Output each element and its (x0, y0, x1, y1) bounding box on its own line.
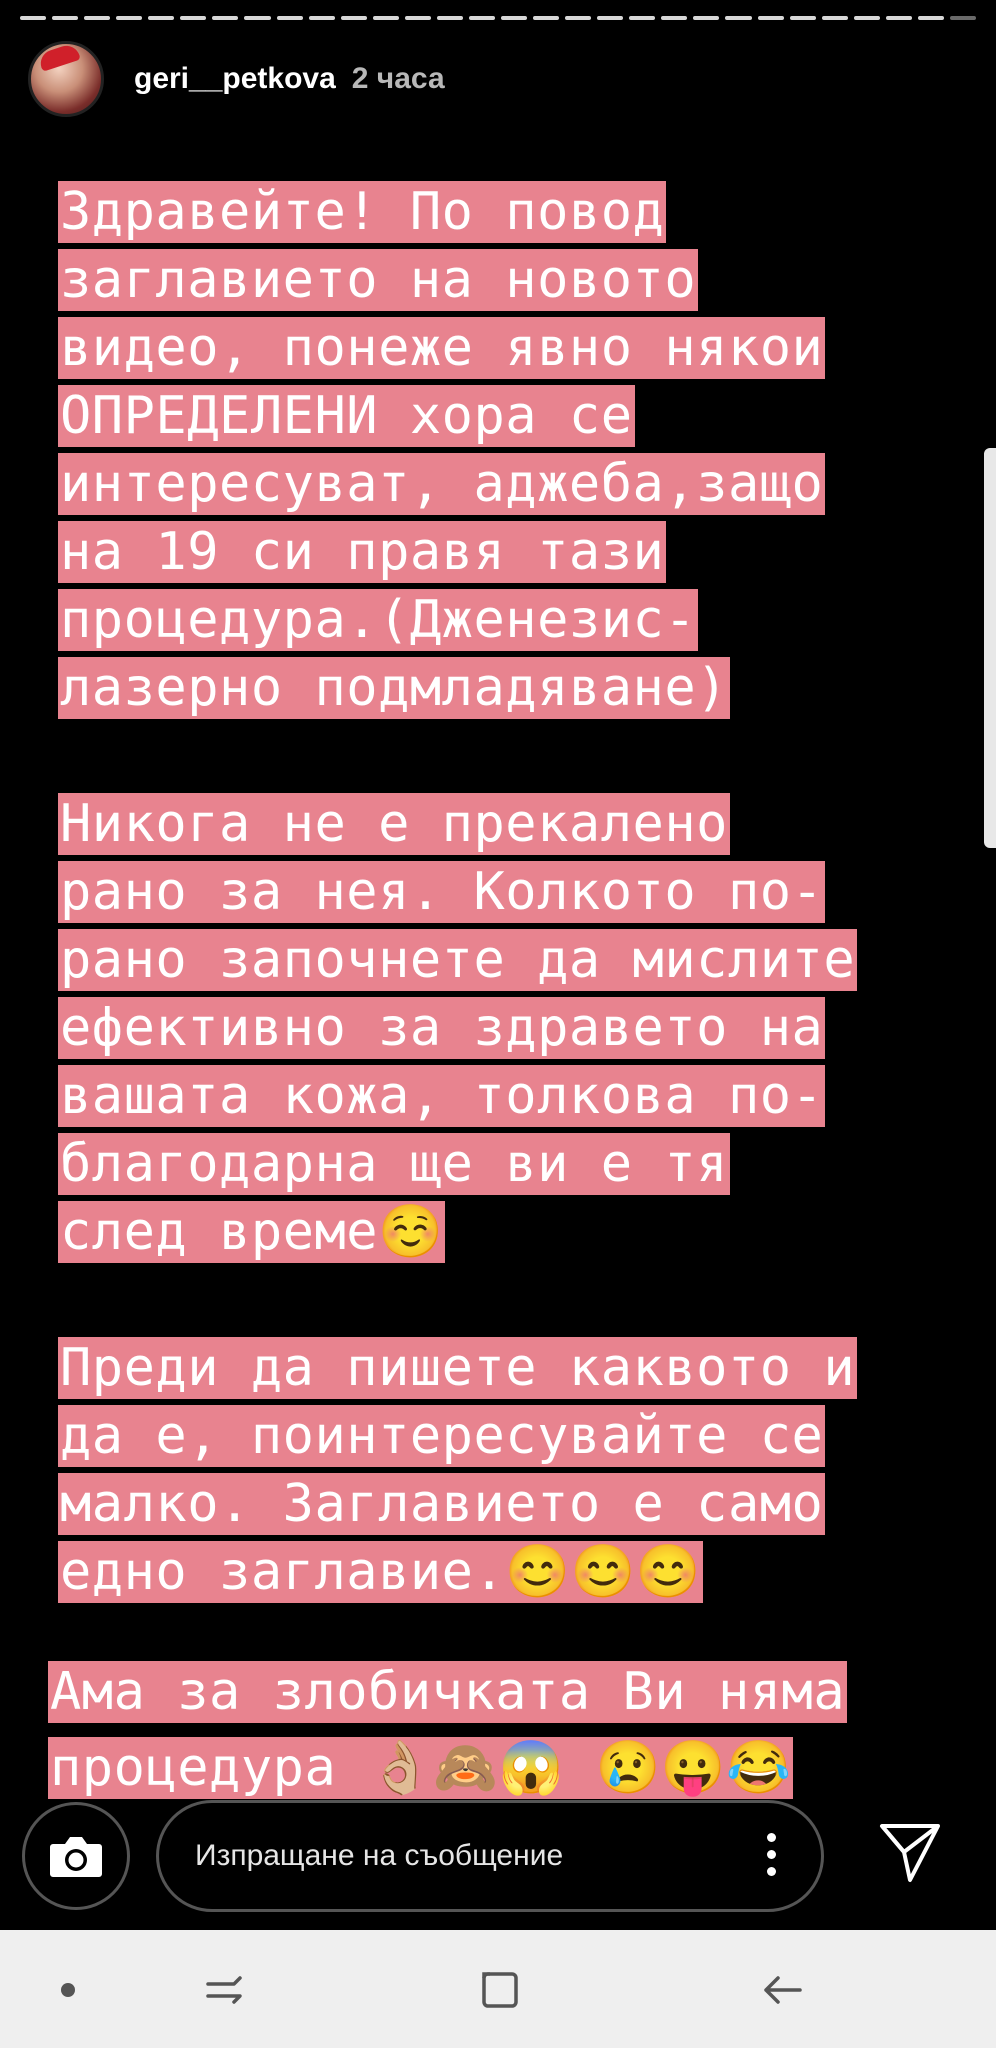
text-line: вашата кожа, толкова по- (60, 1066, 824, 1126)
system-nav-bar (0, 1930, 996, 2048)
text-line: на 19 си правя тази (60, 522, 665, 582)
text-line: интересуват, аджеба,защо (60, 454, 824, 514)
progress-segment (854, 16, 880, 20)
text-line: заглавието на новото (60, 250, 697, 310)
progress-segment (725, 16, 751, 20)
progress-segment (277, 16, 303, 20)
post-time: 2 часа (351, 62, 445, 95)
progress-segment (309, 16, 335, 20)
text-line: видео, понеже явно някои (60, 318, 824, 378)
message-placeholder: Изпращане на съобщение (195, 1839, 564, 1872)
text-line: процедура 👌🏼🙈😱 😢😛😂 (50, 1738, 792, 1798)
text-line: Преди да пишете каквото и (60, 1338, 856, 1398)
progress-segment (565, 16, 591, 20)
more-vertical-icon[interactable] (767, 1833, 777, 1879)
progress-segment (469, 16, 495, 20)
story-header (28, 40, 445, 118)
story-progress-bar (0, 0, 996, 28)
progress-segment (790, 16, 816, 20)
progress-segment (52, 16, 78, 20)
text-line: рано започнете да мислите (60, 930, 856, 990)
text-line: да е, поинтересувайте се (60, 1406, 824, 1466)
paragraph-3 (58, 1334, 978, 1606)
story-text (50, 178, 978, 1806)
progress-segment (180, 16, 206, 20)
text-line: благодарна ще ви е тя (60, 1134, 728, 1194)
progress-segment (501, 16, 527, 20)
back-icon[interactable] (750, 1958, 814, 2022)
progress-segment (116, 16, 142, 20)
scroll-indicator (984, 448, 996, 848)
progress-segment (758, 16, 784, 20)
paragraph-4 (48, 1654, 978, 1806)
recents-icon[interactable] (192, 1958, 256, 2022)
progress-segment (629, 16, 655, 20)
progress-segment (533, 16, 559, 20)
progress-segment (244, 16, 270, 20)
progress-segment (822, 16, 848, 20)
home-icon[interactable] (468, 1958, 532, 2022)
text-line: Ама за злобичката Ви няма (50, 1662, 846, 1722)
text-line: процедура.(Дженезис- (60, 590, 697, 650)
username[interactable]: geri__petkova (134, 62, 336, 95)
camera-icon (47, 1832, 105, 1880)
progress-segment (661, 16, 687, 20)
progress-segment (373, 16, 399, 20)
progress-segment (597, 16, 623, 20)
progress-segment (950, 16, 976, 20)
paragraph-1 (58, 178, 978, 722)
avatar[interactable] (28, 41, 104, 117)
reply-bar (0, 1790, 996, 1930)
progress-segment (437, 16, 463, 20)
text-line: Здравейте! По повод (60, 182, 665, 242)
progress-segment (693, 16, 719, 20)
progress-segment (212, 16, 238, 20)
progress-segment (341, 16, 367, 20)
paragraph-2 (58, 790, 978, 1266)
progress-segment (20, 16, 46, 20)
text-line: едно заглавие.😊😊😊 (60, 1542, 702, 1602)
send-button[interactable] (874, 1814, 946, 1886)
dot-icon[interactable] (36, 1958, 100, 2022)
progress-segment (84, 16, 110, 20)
text-line: рано за нея. Колкото по- (60, 862, 824, 922)
text-line: лазерно подмладяване) (60, 658, 728, 718)
progress-segment (405, 16, 431, 20)
text-line: ефективно за здравето на (60, 998, 824, 1058)
send-icon (874, 1814, 946, 1886)
text-line: след време☺️ (60, 1202, 444, 1262)
text-line: малко. Заглавието е само (60, 1474, 824, 1534)
text-line: Никога не е прекалено (60, 794, 728, 854)
progress-segment (886, 16, 912, 20)
text-line: ОПРЕДЕЛЕНИ хора се (60, 386, 633, 446)
progress-segment (918, 16, 944, 20)
camera-button[interactable] (22, 1802, 130, 1910)
message-input[interactable] (156, 1800, 824, 1912)
progress-segment (148, 16, 174, 20)
